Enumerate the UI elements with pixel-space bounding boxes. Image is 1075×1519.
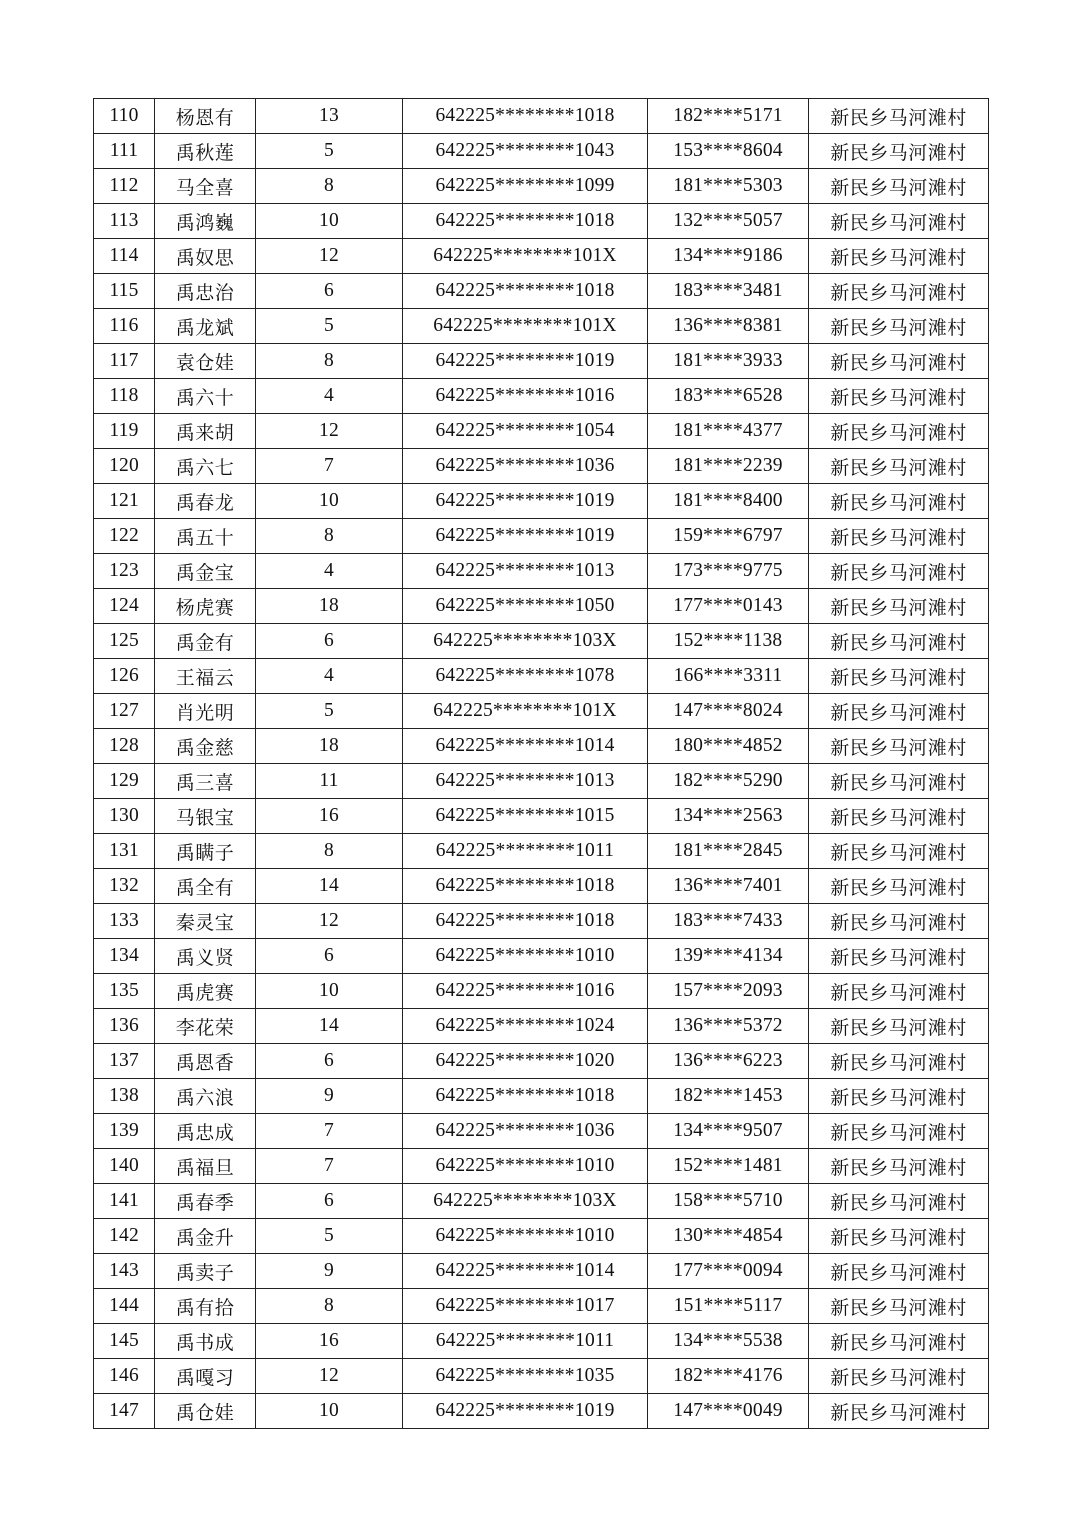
id-number-cell: 642225********1013 bbox=[403, 554, 648, 589]
person-name-cell: 禹瞒子 bbox=[155, 834, 256, 869]
count-cell: 18 bbox=[256, 729, 403, 764]
row-number-cell: 137 bbox=[94, 1044, 155, 1079]
table-row bbox=[94, 134, 989, 169]
person-name-cell: 禹六浪 bbox=[155, 1079, 256, 1114]
phone-number-cell: 166****3311 bbox=[648, 659, 809, 694]
phone-number-cell: 134****5538 bbox=[648, 1324, 809, 1359]
id-number-cell: 642225********1017 bbox=[403, 1289, 648, 1324]
id-number-cell: 642225********1036 bbox=[403, 1114, 648, 1149]
row-number-cell: 127 bbox=[94, 694, 155, 729]
count-cell: 10 bbox=[256, 484, 403, 519]
row-number-cell: 129 bbox=[94, 764, 155, 799]
phone-number-cell: 134****9186 bbox=[648, 239, 809, 274]
phone-number-cell: 181****2845 bbox=[648, 834, 809, 869]
table-row bbox=[94, 239, 989, 274]
row-number-cell: 141 bbox=[94, 1184, 155, 1219]
village-cell: 新民乡马河滩村 bbox=[809, 624, 989, 659]
id-number-cell: 642225********1011 bbox=[403, 1324, 648, 1359]
table-row bbox=[94, 1324, 989, 1359]
row-number-cell: 121 bbox=[94, 484, 155, 519]
row-number-cell: 143 bbox=[94, 1254, 155, 1289]
id-number-cell: 642225********101X bbox=[403, 309, 648, 344]
phone-number-cell: 136****7401 bbox=[648, 869, 809, 904]
id-number-cell: 642225********1099 bbox=[403, 169, 648, 204]
id-number-cell: 642225********1018 bbox=[403, 1079, 648, 1114]
row-number-cell: 136 bbox=[94, 1009, 155, 1044]
table-row bbox=[94, 379, 989, 414]
count-cell: 8 bbox=[256, 344, 403, 379]
phone-number-cell: 152****1481 bbox=[648, 1149, 809, 1184]
count-cell: 18 bbox=[256, 589, 403, 624]
count-cell: 8 bbox=[256, 1289, 403, 1324]
row-number-cell: 147 bbox=[94, 1394, 155, 1429]
village-cell: 新民乡马河滩村 bbox=[809, 729, 989, 764]
table-row bbox=[94, 659, 989, 694]
person-name-cell: 禹春龙 bbox=[155, 484, 256, 519]
village-cell: 新民乡马河滩村 bbox=[809, 869, 989, 904]
table-row bbox=[94, 99, 989, 134]
count-cell: 10 bbox=[256, 204, 403, 239]
count-cell: 7 bbox=[256, 1114, 403, 1149]
row-number-cell: 123 bbox=[94, 554, 155, 589]
village-cell: 新民乡马河滩村 bbox=[809, 1044, 989, 1079]
village-cell: 新民乡马河滩村 bbox=[809, 1009, 989, 1044]
village-cell: 新民乡马河滩村 bbox=[809, 554, 989, 589]
id-number-cell: 642225********1010 bbox=[403, 1149, 648, 1184]
person-name-cell: 禹福旦 bbox=[155, 1149, 256, 1184]
table-row bbox=[94, 1394, 989, 1429]
village-cell: 新民乡马河滩村 bbox=[809, 764, 989, 799]
table-row bbox=[94, 449, 989, 484]
table-row bbox=[94, 1359, 989, 1394]
count-cell: 10 bbox=[256, 1394, 403, 1429]
phone-number-cell: 173****9775 bbox=[648, 554, 809, 589]
count-cell: 6 bbox=[256, 1044, 403, 1079]
row-number-cell: 112 bbox=[94, 169, 155, 204]
count-cell: 8 bbox=[256, 519, 403, 554]
id-number-cell: 642225********1016 bbox=[403, 974, 648, 1009]
person-name-cell: 禹金升 bbox=[155, 1219, 256, 1254]
count-cell: 16 bbox=[256, 799, 403, 834]
row-number-cell: 110 bbox=[94, 99, 155, 134]
person-name-cell: 禹春季 bbox=[155, 1184, 256, 1219]
person-name-cell: 禹三喜 bbox=[155, 764, 256, 799]
phone-number-cell: 183****3481 bbox=[648, 274, 809, 309]
table-row bbox=[94, 764, 989, 799]
person-name-cell: 禹金有 bbox=[155, 624, 256, 659]
village-cell: 新民乡马河滩村 bbox=[809, 694, 989, 729]
table-row bbox=[94, 1044, 989, 1079]
count-cell: 8 bbox=[256, 834, 403, 869]
id-number-cell: 642225********1014 bbox=[403, 1254, 648, 1289]
person-name-cell: 禹忠成 bbox=[155, 1114, 256, 1149]
person-name-cell: 禹义贤 bbox=[155, 939, 256, 974]
village-cell: 新民乡马河滩村 bbox=[809, 274, 989, 309]
row-number-cell: 138 bbox=[94, 1079, 155, 1114]
person-name-cell: 杨恩有 bbox=[155, 99, 256, 134]
count-cell: 12 bbox=[256, 1359, 403, 1394]
village-cell: 新民乡马河滩村 bbox=[809, 484, 989, 519]
count-cell: 4 bbox=[256, 379, 403, 414]
table-row bbox=[94, 974, 989, 1009]
village-cell: 新民乡马河滩村 bbox=[809, 939, 989, 974]
village-cell: 新民乡马河滩村 bbox=[809, 309, 989, 344]
phone-number-cell: 180****4852 bbox=[648, 729, 809, 764]
village-cell: 新民乡马河滩村 bbox=[809, 1149, 989, 1184]
row-number-cell: 130 bbox=[94, 799, 155, 834]
village-cell: 新民乡马河滩村 bbox=[809, 169, 989, 204]
table-row bbox=[94, 729, 989, 764]
count-cell: 14 bbox=[256, 1009, 403, 1044]
phone-number-cell: 181****3933 bbox=[648, 344, 809, 379]
id-number-cell: 642225********1018 bbox=[403, 204, 648, 239]
table-row bbox=[94, 1184, 989, 1219]
phone-number-cell: 182****1453 bbox=[648, 1079, 809, 1114]
person-name-cell: 禹卖子 bbox=[155, 1254, 256, 1289]
count-cell: 12 bbox=[256, 904, 403, 939]
count-cell: 5 bbox=[256, 134, 403, 169]
person-name-cell: 秦灵宝 bbox=[155, 904, 256, 939]
row-number-cell: 115 bbox=[94, 274, 155, 309]
count-cell: 9 bbox=[256, 1079, 403, 1114]
phone-number-cell: 177****0143 bbox=[648, 589, 809, 624]
row-number-cell: 142 bbox=[94, 1219, 155, 1254]
count-cell: 5 bbox=[256, 694, 403, 729]
phone-number-cell: 181****2239 bbox=[648, 449, 809, 484]
row-number-cell: 135 bbox=[94, 974, 155, 1009]
count-cell: 7 bbox=[256, 449, 403, 484]
person-name-cell: 禹来胡 bbox=[155, 414, 256, 449]
phone-number-cell: 157****2093 bbox=[648, 974, 809, 1009]
table-row bbox=[94, 309, 989, 344]
count-cell: 11 bbox=[256, 764, 403, 799]
phone-number-cell: 181****8400 bbox=[648, 484, 809, 519]
count-cell: 8 bbox=[256, 169, 403, 204]
id-number-cell: 642225********1078 bbox=[403, 659, 648, 694]
count-cell: 9 bbox=[256, 1254, 403, 1289]
person-name-cell: 禹金宝 bbox=[155, 554, 256, 589]
village-cell: 新民乡马河滩村 bbox=[809, 519, 989, 554]
village-cell: 新民乡马河滩村 bbox=[809, 379, 989, 414]
count-cell: 12 bbox=[256, 414, 403, 449]
village-cell: 新民乡马河滩村 bbox=[809, 204, 989, 239]
id-number-cell: 642225********1019 bbox=[403, 519, 648, 554]
phone-number-cell: 182****5290 bbox=[648, 764, 809, 799]
id-number-cell: 642225********1015 bbox=[403, 799, 648, 834]
row-number-cell: 118 bbox=[94, 379, 155, 414]
id-number-cell: 642225********1010 bbox=[403, 1219, 648, 1254]
row-number-cell: 144 bbox=[94, 1289, 155, 1324]
count-cell: 4 bbox=[256, 659, 403, 694]
table-row bbox=[94, 1114, 989, 1149]
phone-number-cell: 132****5057 bbox=[648, 204, 809, 239]
id-number-cell: 642225********1016 bbox=[403, 379, 648, 414]
person-name-cell: 禹仓娃 bbox=[155, 1394, 256, 1429]
phone-number-cell: 182****5171 bbox=[648, 99, 809, 134]
person-name-cell: 禹嘎习 bbox=[155, 1359, 256, 1394]
person-name-cell: 马银宝 bbox=[155, 799, 256, 834]
phone-number-cell: 183****7433 bbox=[648, 904, 809, 939]
id-number-cell: 642225********1014 bbox=[403, 729, 648, 764]
row-number-cell: 128 bbox=[94, 729, 155, 764]
person-name-cell: 禹五十 bbox=[155, 519, 256, 554]
id-number-cell: 642225********1018 bbox=[403, 869, 648, 904]
row-number-cell: 131 bbox=[94, 834, 155, 869]
row-number-cell: 116 bbox=[94, 309, 155, 344]
id-number-cell: 642225********101X bbox=[403, 694, 648, 729]
person-name-cell: 禹虎赛 bbox=[155, 974, 256, 1009]
person-name-cell: 禹忠治 bbox=[155, 274, 256, 309]
person-name-cell: 王福云 bbox=[155, 659, 256, 694]
id-number-cell: 642225********1054 bbox=[403, 414, 648, 449]
table-row bbox=[94, 869, 989, 904]
roster-table bbox=[93, 98, 989, 1429]
table-row bbox=[94, 799, 989, 834]
phone-number-cell: 151****5117 bbox=[648, 1289, 809, 1324]
row-number-cell: 146 bbox=[94, 1359, 155, 1394]
count-cell: 6 bbox=[256, 939, 403, 974]
row-number-cell: 132 bbox=[94, 869, 155, 904]
table-row bbox=[94, 1289, 989, 1324]
phone-number-cell: 136****6223 bbox=[648, 1044, 809, 1079]
table-row bbox=[94, 1009, 989, 1044]
village-cell: 新民乡马河滩村 bbox=[809, 1079, 989, 1114]
person-name-cell: 禹有拾 bbox=[155, 1289, 256, 1324]
table-row bbox=[94, 169, 989, 204]
count-cell: 14 bbox=[256, 869, 403, 904]
id-number-cell: 642225********103X bbox=[403, 624, 648, 659]
id-number-cell: 642225********1013 bbox=[403, 764, 648, 799]
village-cell: 新民乡马河滩村 bbox=[809, 1114, 989, 1149]
row-number-cell: 117 bbox=[94, 344, 155, 379]
village-cell: 新民乡马河滩村 bbox=[809, 1184, 989, 1219]
person-name-cell: 禹金慈 bbox=[155, 729, 256, 764]
village-cell: 新民乡马河滩村 bbox=[809, 904, 989, 939]
village-cell: 新民乡马河滩村 bbox=[809, 239, 989, 274]
count-cell: 5 bbox=[256, 309, 403, 344]
id-number-cell: 642225********1019 bbox=[403, 484, 648, 519]
village-cell: 新民乡马河滩村 bbox=[809, 449, 989, 484]
person-name-cell: 禹鸿巍 bbox=[155, 204, 256, 239]
id-number-cell: 642225********1024 bbox=[403, 1009, 648, 1044]
table-row bbox=[94, 274, 989, 309]
village-cell: 新民乡马河滩村 bbox=[809, 1324, 989, 1359]
id-number-cell: 642225********1018 bbox=[403, 904, 648, 939]
table-row bbox=[94, 1079, 989, 1114]
person-name-cell: 禹六七 bbox=[155, 449, 256, 484]
table-row bbox=[94, 904, 989, 939]
table-row bbox=[94, 1219, 989, 1254]
row-number-cell: 119 bbox=[94, 414, 155, 449]
row-number-cell: 113 bbox=[94, 204, 155, 239]
row-number-cell: 122 bbox=[94, 519, 155, 554]
table-row bbox=[94, 414, 989, 449]
person-name-cell: 禹秋莲 bbox=[155, 134, 256, 169]
village-cell: 新民乡马河滩村 bbox=[809, 99, 989, 134]
count-cell: 6 bbox=[256, 274, 403, 309]
person-name-cell: 禹龙斌 bbox=[155, 309, 256, 344]
roster-table-body bbox=[94, 99, 989, 1429]
phone-number-cell: 134****9507 bbox=[648, 1114, 809, 1149]
village-cell: 新民乡马河滩村 bbox=[809, 1219, 989, 1254]
table-row bbox=[94, 589, 989, 624]
count-cell: 7 bbox=[256, 1149, 403, 1184]
phone-number-cell: 181****4377 bbox=[648, 414, 809, 449]
village-cell: 新民乡马河滩村 bbox=[809, 1254, 989, 1289]
person-name-cell: 肖光明 bbox=[155, 694, 256, 729]
village-cell: 新民乡马河滩村 bbox=[809, 974, 989, 1009]
id-number-cell: 642225********1019 bbox=[403, 1394, 648, 1429]
person-name-cell: 禹书成 bbox=[155, 1324, 256, 1359]
village-cell: 新民乡马河滩村 bbox=[809, 414, 989, 449]
table-row bbox=[94, 204, 989, 239]
table-row bbox=[94, 624, 989, 659]
village-cell: 新民乡马河滩村 bbox=[809, 589, 989, 624]
count-cell: 12 bbox=[256, 239, 403, 274]
id-number-cell: 642225********1043 bbox=[403, 134, 648, 169]
document-page bbox=[93, 98, 988, 1429]
phone-number-cell: 136****5372 bbox=[648, 1009, 809, 1044]
phone-number-cell: 136****8381 bbox=[648, 309, 809, 344]
row-number-cell: 111 bbox=[94, 134, 155, 169]
row-number-cell: 124 bbox=[94, 589, 155, 624]
phone-number-cell: 182****4176 bbox=[648, 1359, 809, 1394]
count-cell: 10 bbox=[256, 974, 403, 1009]
id-number-cell: 642225********1018 bbox=[403, 274, 648, 309]
id-number-cell: 642225********1035 bbox=[403, 1359, 648, 1394]
table-row bbox=[94, 834, 989, 869]
village-cell: 新民乡马河滩村 bbox=[809, 659, 989, 694]
id-number-cell: 642225********103X bbox=[403, 1184, 648, 1219]
id-number-cell: 642225********1011 bbox=[403, 834, 648, 869]
row-number-cell: 145 bbox=[94, 1324, 155, 1359]
id-number-cell: 642225********1010 bbox=[403, 939, 648, 974]
village-cell: 新民乡马河滩村 bbox=[809, 834, 989, 869]
phone-number-cell: 147****0049 bbox=[648, 1394, 809, 1429]
person-name-cell: 禹奴思 bbox=[155, 239, 256, 274]
village-cell: 新民乡马河滩村 bbox=[809, 1359, 989, 1394]
phone-number-cell: 130****4854 bbox=[648, 1219, 809, 1254]
person-name-cell: 李花荣 bbox=[155, 1009, 256, 1044]
village-cell: 新民乡马河滩村 bbox=[809, 799, 989, 834]
row-number-cell: 140 bbox=[94, 1149, 155, 1184]
person-name-cell: 禹六十 bbox=[155, 379, 256, 414]
count-cell: 13 bbox=[256, 99, 403, 134]
table-row bbox=[94, 1149, 989, 1184]
row-number-cell: 133 bbox=[94, 904, 155, 939]
count-cell: 16 bbox=[256, 1324, 403, 1359]
village-cell: 新民乡马河滩村 bbox=[809, 134, 989, 169]
phone-number-cell: 158****5710 bbox=[648, 1184, 809, 1219]
phone-number-cell: 159****6797 bbox=[648, 519, 809, 554]
person-name-cell: 袁仓娃 bbox=[155, 344, 256, 379]
count-cell: 4 bbox=[256, 554, 403, 589]
table-row bbox=[94, 554, 989, 589]
phone-number-cell: 153****8604 bbox=[648, 134, 809, 169]
phone-number-cell: 181****5303 bbox=[648, 169, 809, 204]
phone-number-cell: 147****8024 bbox=[648, 694, 809, 729]
phone-number-cell: 134****2563 bbox=[648, 799, 809, 834]
row-number-cell: 114 bbox=[94, 239, 155, 274]
count-cell: 5 bbox=[256, 1219, 403, 1254]
phone-number-cell: 139****4134 bbox=[648, 939, 809, 974]
row-number-cell: 139 bbox=[94, 1114, 155, 1149]
row-number-cell: 126 bbox=[94, 659, 155, 694]
person-name-cell: 杨虎赛 bbox=[155, 589, 256, 624]
person-name-cell: 马全喜 bbox=[155, 169, 256, 204]
village-cell: 新民乡马河滩村 bbox=[809, 1394, 989, 1429]
row-number-cell: 134 bbox=[94, 939, 155, 974]
table-row bbox=[94, 484, 989, 519]
id-number-cell: 642225********1020 bbox=[403, 1044, 648, 1079]
village-cell: 新民乡马河滩村 bbox=[809, 1289, 989, 1324]
row-number-cell: 125 bbox=[94, 624, 155, 659]
id-number-cell: 642225********1018 bbox=[403, 99, 648, 134]
person-name-cell: 禹恩香 bbox=[155, 1044, 256, 1079]
table-row bbox=[94, 519, 989, 554]
phone-number-cell: 183****6528 bbox=[648, 379, 809, 414]
table-row bbox=[94, 694, 989, 729]
table-row bbox=[94, 939, 989, 974]
village-cell: 新民乡马河滩村 bbox=[809, 344, 989, 379]
phone-number-cell: 177****0094 bbox=[648, 1254, 809, 1289]
person-name-cell: 禹全有 bbox=[155, 869, 256, 904]
row-number-cell: 120 bbox=[94, 449, 155, 484]
id-number-cell: 642225********1050 bbox=[403, 589, 648, 624]
id-number-cell: 642225********101X bbox=[403, 239, 648, 274]
count-cell: 6 bbox=[256, 1184, 403, 1219]
id-number-cell: 642225********1019 bbox=[403, 344, 648, 379]
table-row bbox=[94, 1254, 989, 1289]
phone-number-cell: 152****1138 bbox=[648, 624, 809, 659]
count-cell: 6 bbox=[256, 624, 403, 659]
id-number-cell: 642225********1036 bbox=[403, 449, 648, 484]
table-row bbox=[94, 344, 989, 379]
